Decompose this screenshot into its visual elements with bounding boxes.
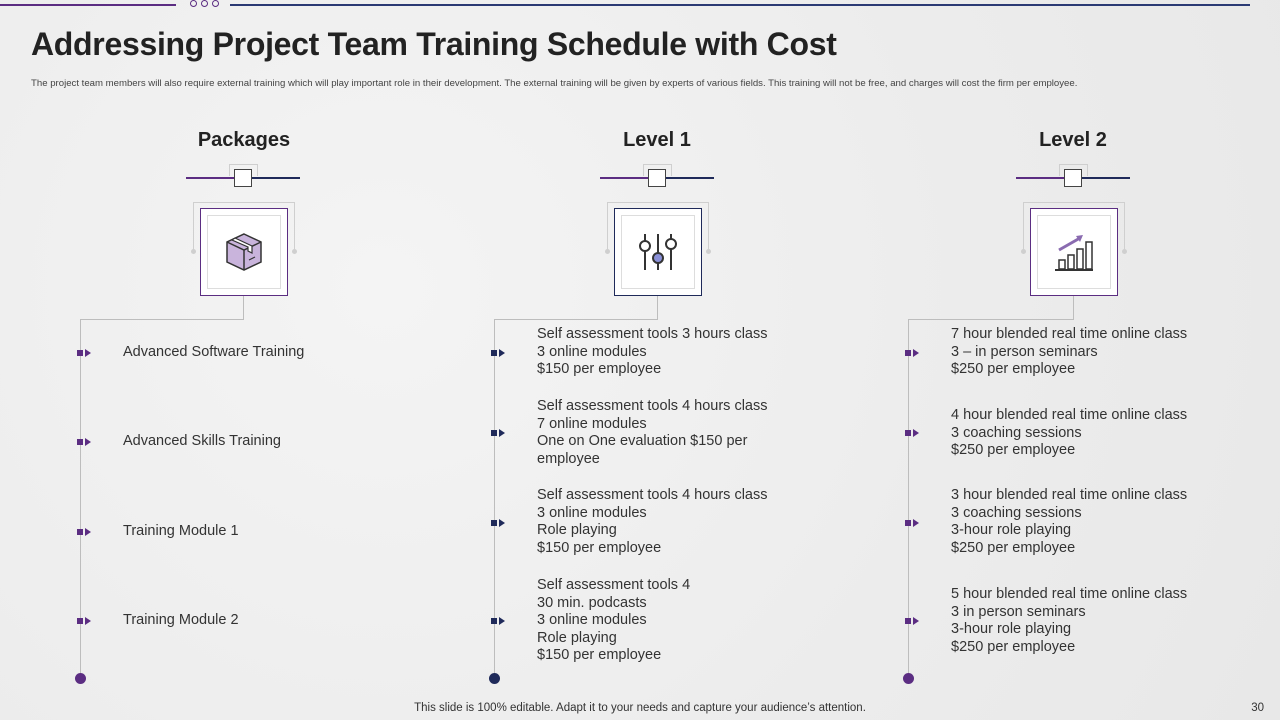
level-1-item: Self assessment tools 4 30 min. podcasts 3 online modules Role playing $150 per employee xyxy=(537,577,691,663)
bullet-arrow-icon xyxy=(491,349,507,357)
page-title: Addressing Project Team Training Schedule with Cost xyxy=(31,26,837,62)
tree-branch xyxy=(494,319,658,320)
bracket-dot xyxy=(191,249,196,254)
column-heading-packages: Packages xyxy=(197,129,291,151)
level-1-item: Self assessment tools 3 hours class 3 online modules $150 per employee xyxy=(537,326,768,377)
growth-chart-icon xyxy=(1052,230,1096,274)
package-box-icon xyxy=(222,230,266,274)
tree-trunk xyxy=(908,319,909,679)
bullet-arrow-icon xyxy=(905,349,921,357)
level-2-item: 3 hour blended real time online class 3 coaching sessions 3-hour role playing $250 per employee xyxy=(951,487,1188,556)
tree-trunk xyxy=(494,319,495,679)
bullet-arrow-icon xyxy=(905,429,921,437)
bullet-arrow-icon xyxy=(905,519,921,527)
level-2-icon-box xyxy=(1030,208,1118,296)
footer-note: This slide is 100% editable. Adapt it to your needs and capture your audience’s attention. xyxy=(414,702,866,714)
level-1-item: Self assessment tools 4 hours class 7 online modules One on One evaluation $150 per employee xyxy=(537,398,768,467)
sliders-icon xyxy=(636,230,680,274)
level-2-item: 7 hour blended real time online class 3 – in person seminars $250 per employee xyxy=(951,326,1188,377)
top-accent-line-left xyxy=(0,4,176,6)
bullet-arrow-icon xyxy=(77,438,93,446)
tree-end-dot xyxy=(903,673,914,684)
tree-branch xyxy=(80,319,244,320)
tree-stem xyxy=(243,296,244,319)
bracket-dot xyxy=(1122,249,1127,254)
tree-stem xyxy=(657,296,658,319)
top-accent-dots xyxy=(190,0,219,7)
tree-stem xyxy=(1073,296,1074,319)
tree-end-dot xyxy=(75,673,86,684)
level-2-item: 4 hour blended real time online class 3 coaching sessions $250 per employee xyxy=(951,407,1188,458)
bracket-dot xyxy=(706,249,711,254)
page-number: 30 xyxy=(1251,702,1264,714)
column-heading-level-2: Level 2 xyxy=(1039,129,1107,151)
column-heading-level-1: Level 1 xyxy=(623,129,691,151)
package-item: Advanced Skills Training xyxy=(123,433,281,449)
package-item: Advanced Software Training xyxy=(123,344,305,360)
bullet-arrow-icon xyxy=(77,617,93,625)
bracket-dot xyxy=(605,249,610,254)
connector-square xyxy=(648,169,666,187)
level-2-item: 5 hour blended real time online class 3 in person seminars 3-hour role playing $250 per employee xyxy=(951,586,1188,655)
package-item: Training Module 2 xyxy=(123,612,239,628)
tree-trunk xyxy=(80,319,81,679)
bullet-arrow-icon xyxy=(491,519,507,527)
bullet-arrow-icon xyxy=(77,528,93,536)
tree-branch xyxy=(908,319,1074,320)
top-accent-line-right xyxy=(230,4,1250,6)
bullet-arrow-icon xyxy=(905,617,921,625)
packages-icon-box xyxy=(200,208,288,296)
bracket-dot xyxy=(292,249,297,254)
bracket-dot xyxy=(1021,249,1026,254)
bullet-arrow-icon xyxy=(491,429,507,437)
page-subtitle: The project team members will also require external training which will play important role in their development. The external training will be given by experts of various fields. This training will not be free, and charges will cost the firm per employee. xyxy=(31,78,1078,89)
tree-end-dot xyxy=(489,673,500,684)
bullet-arrow-icon xyxy=(491,617,507,625)
bullet-arrow-icon xyxy=(77,349,93,357)
level-1-item: Self assessment tools 4 hours class 3 online modules Role playing $150 per employee xyxy=(537,487,768,556)
connector-square xyxy=(234,169,252,187)
connector-square xyxy=(1064,169,1082,187)
level-1-icon-box xyxy=(614,208,702,296)
package-item: Training Module 1 xyxy=(123,523,239,539)
